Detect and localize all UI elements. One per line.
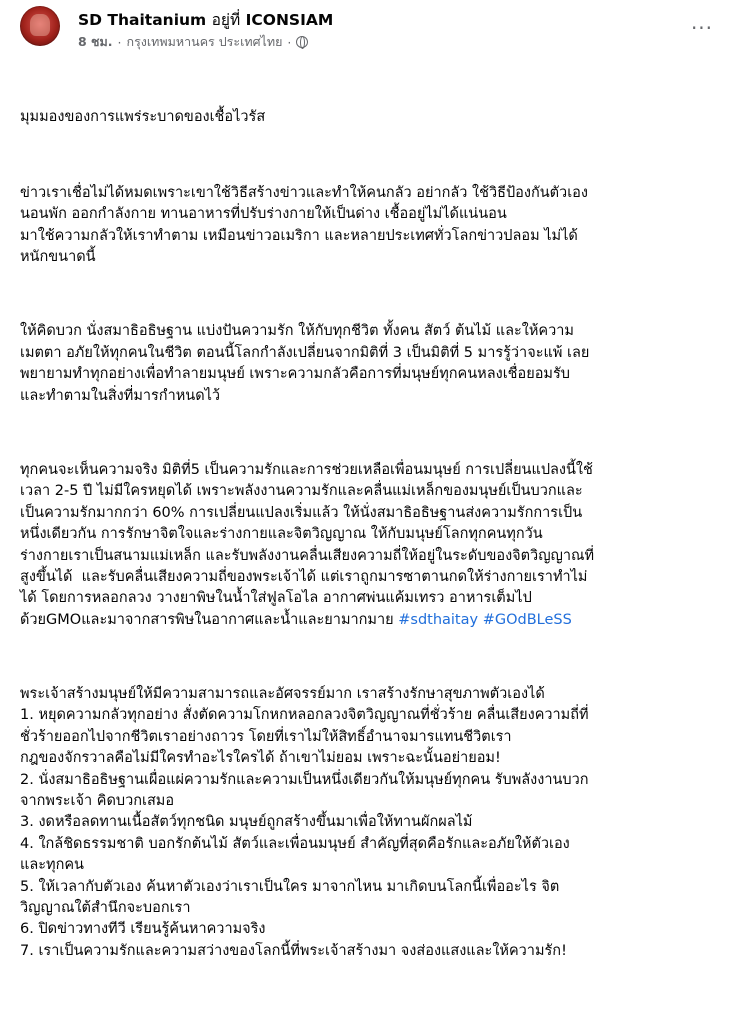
more-options-icon[interactable]: ··· <box>690 16 714 40</box>
meta-separator-2: · <box>287 34 292 50</box>
post-time[interactable]: 8 ชม. <box>78 34 113 49</box>
meta-separator: · <box>117 34 122 50</box>
author-avatar[interactable] <box>20 6 60 46</box>
post-paragraph-text: ทุกคนจะเห็นความจริง มิติที่5 เป็นความรักและการช่วยเหลือเพื่อนมนุษย์ การเปลี่ยนแปลงนี้ใช้ เวลา 2-5 ปี ไม่มีใครหยุดได้ เพราะพลังงานความรักและคลื่นแม่เหล็กของมนุษย์เป็นบวกและ เป็นความรักมากกว่า 60% การเปลี่ยนแปลงเริ่มแล้ว ให้นั่งสมาธิอธิษฐานส่งความรักการเป็น หนึ่งเดียวกัน การรักษาจิตใจและร่างกายและจิตวิญญาณ ให้กับมนุษย์โลกทุกคนทุกวัน ร่างกายเราเป็นสนามแม่เหล็ก และรับพลังงานคลื่นเสียงความถี่ให้อยู่ในระดับของจิตวิญญาณที่ สูงขึ้นได้ และรับคลื่นเสียงความถี่ของพระเจ้าได้ แต่เราถูกมารซาตานกดให้ร่างกายเราทำไม่ ได้ โดยการหลอกลวง วางยาพิษในน้ำใส่ฟูลโอไล อากาศพ่นแค้มเทรว อาหารเต็มไป ด้วยGMOและมาจากสารพิษในอากาศและน้ำและยามากมาย <box>20 461 595 628</box>
post-paragraph: ให้คิดบวก นั่งสมาธิอธิษฐาน แบ่งปันความรัก ให้กับทุกชีวิต ทั้งคน สัตว์ ต้นไม้ และให้ความ เมตตา อภัยให้ทุกคนในชีวิต ตอนนี้โลกกำลังเปลี่ยนจากมิติที่ 3 เป็นมิติที่ 5 มารรู้ว่าจะแพ้ เลย พยายามทำทุกอย่างเพื่อทำลายมนุษย์ เพราะความกลัวคือการที่มนุษย์ทุกคนหลงเชื่อยอมรับ และทำตามในสิ่งที่มารกำหนดไว้ <box>20 323 590 404</box>
hashtag-link[interactable]: #GOdBLeSS <box>482 611 572 628</box>
post-paragraph: ข่าวเราเชื่อไม่ได้หมดเพราะเขาใช้วิธีสร้างข่าวและทำให้คนกลัว อย่ากลัว ใช้วิธีป้องกันตัวเอง นอนพัก ออกกำลังกาย ทานอาหารที่ปรับร่างกายให้เป็นด่าง เชื้ออยู่ไม่ได้แน่นอน มาใช้ความกลัวให้เราทำตาม เหมือนข่าวอเมริกา และหลายประเทศทั่วโลกข่าวปลอม ไม่ได้ หนักขนาดนี้ <box>20 185 588 266</box>
author-line <box>78 7 333 32</box>
globe-icon <box>296 36 308 48</box>
author-name[interactable]: SD Thaitanium <box>78 11 207 29</box>
hashtag-link[interactable]: #sdthaitay <box>398 611 479 628</box>
post-header <box>20 6 738 50</box>
post-meta <box>78 32 308 52</box>
post-body <box>20 64 720 1015</box>
post-paragraph-with-hashtags <box>20 460 720 631</box>
post-paragraph: มุมมองของการแพร่ระบาดของเชื้อไวรัส <box>20 108 266 125</box>
post-paragraph: พระเจ้าสร้างมนุษย์ให้มีความสามารถและอัศจรรย์มาก เราสร้างรักษาสุขภาพตัวเองได้ 1. หยุดความกลัวทุกอย่าง สั่งตัดความโกหกหลอกลวงจิตวิญญาณที่ชั่วร้าย คลื่นเสียงความถี่ที่ ชั่วร้ายออกไปจากชีวิตเราอย่างถาวร โดยที่เราไม่ให้สิทธิ์อำนาจมารแทนชีวิตเรา กฎของจักรวาลคือไม่มีใครทำอะไรใครได้ ถ้าเขาไม่ยอม เพราะฉะนั้นอย่ายอม! 2. นั่งสมาธิอธิษฐานเผื่อแผ่ความรักและความเป็นหนึ่งเดียวกันให้มนุษย์ทุกคน รับพลังงานบวก จากพระเจ้า คิดบวกเสมอ 3. งดหรือลดทานเนื้อสัตว์ทุกชนิด มนุษย์ถูกสร้างขึ้นมาเพื่อให้ทานผักผลไม้ 4. ใกล้ชิดธรรมชาติ บอกรักต้นไม้ สัตว์และเพื่อนมนุษย์ สำคัญที่สุดคือรักและอภัยให้ตัวเอง และทุกคน 5. ให้เวลากับตัวเอง ค้นหาตัวเองว่าเราเป็นใคร มาจากไหน มาเกิดบนโลกนี้เพื่ออะไร จิต วิญญาณใต้สำนึกจะบอกเรา 6. ปิดข่าวทางทีวี เรียนรู้ค้นหาความจริง 7. เราเป็นความรักและความสว่างของโลกนี้ที่พระเจ้าสร้างมา จงส่องแสงและให้ความรัก! <box>20 685 589 959</box>
post-location[interactable]: กรุงเทพมหานคร ประเทศไทย <box>126 34 283 49</box>
at-text: อยู่ที่ <box>211 11 241 29</box>
location-name[interactable]: ICONSIAM <box>245 11 334 29</box>
